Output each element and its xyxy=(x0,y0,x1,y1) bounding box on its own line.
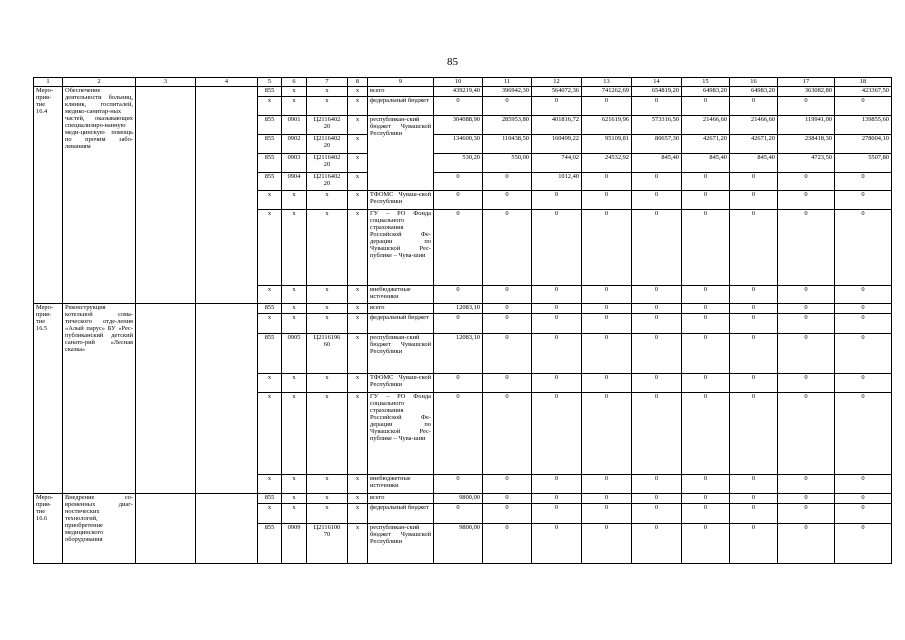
cell-grbs: x xyxy=(258,191,282,210)
value-cell: 0 xyxy=(778,334,835,374)
value-cell: 0 xyxy=(582,97,632,116)
cell-expense-type: x xyxy=(348,116,368,135)
value-cell: 0 xyxy=(434,97,483,116)
value-cell: 0 xyxy=(730,191,778,210)
value-cell: 0 xyxy=(532,494,582,504)
cell-section: 0902 xyxy=(282,135,307,154)
value-cell: 139855,60 xyxy=(835,116,892,135)
value-cell: 0 xyxy=(532,314,582,334)
value-cell: 0 xyxy=(582,210,632,286)
value-cell: 0 xyxy=(632,314,682,334)
value-cell: 0 xyxy=(434,173,483,191)
value-cell: 304088,90 xyxy=(434,116,483,135)
value-cell: 0 xyxy=(582,494,632,504)
value-cell: 0 xyxy=(532,334,582,374)
table-row xyxy=(34,87,892,97)
header-cell: 16 xyxy=(730,78,778,87)
value-cell: 0 xyxy=(434,314,483,334)
value-cell: 0 xyxy=(778,494,835,504)
value-cell: 0 xyxy=(835,524,892,564)
value-cell: 530,20 xyxy=(434,154,483,173)
cell-target-item: x xyxy=(307,304,348,314)
value-cell: 0 xyxy=(778,173,835,191)
funding-source: ГУ – РО Фонда социального страхования Российской Фе-дерации по Чувашской Рес-публике – Чува-шии xyxy=(368,210,434,286)
value-cell: 0 xyxy=(532,286,582,304)
value-cell: 0 xyxy=(483,494,532,504)
value-cell: 24532,92 xyxy=(582,154,632,173)
empty-cell xyxy=(136,87,196,304)
cell-section: x xyxy=(282,191,307,210)
cell-grbs: 855 xyxy=(258,87,282,97)
value-cell: 0 xyxy=(582,304,632,314)
value-cell: 401816,72 xyxy=(532,116,582,135)
value-cell: 0 xyxy=(483,210,532,286)
value-cell: 0 xyxy=(582,524,632,564)
value-cell: 0 xyxy=(835,314,892,334)
cell-grbs: x xyxy=(258,286,282,304)
cell-target-item: x xyxy=(307,286,348,304)
header-cell: 1 xyxy=(34,78,63,87)
cell-expense-type: x xyxy=(348,494,368,504)
cell-expense-type: x xyxy=(348,173,368,191)
value-cell: 0 xyxy=(730,374,778,393)
value-cell: 0 xyxy=(582,173,632,191)
value-cell: 0 xyxy=(582,393,632,475)
header-cell: 17 xyxy=(778,78,835,87)
value-cell: 285953,80 xyxy=(483,116,532,135)
value-cell: 119941,00 xyxy=(778,116,835,135)
value-cell: 0 xyxy=(532,524,582,564)
value-cell: 0 xyxy=(532,97,582,116)
value-cell: 0 xyxy=(632,494,682,504)
cell-grbs: 855 xyxy=(258,135,282,154)
page-number: 85 xyxy=(447,56,458,68)
value-cell: 0 xyxy=(682,314,730,334)
value-cell: 9800,00 xyxy=(434,494,483,504)
value-cell: 423367,50 xyxy=(835,87,892,97)
value-cell: 0 xyxy=(632,191,682,210)
cell-target-item: Ц2116402 20 xyxy=(307,173,348,191)
value-cell: 0 xyxy=(483,304,532,314)
value-cell: 238418,30 xyxy=(778,135,835,154)
cell-grbs: 855 xyxy=(258,173,282,191)
cell-expense-type: x xyxy=(348,154,368,173)
value-cell: 0 xyxy=(582,286,632,304)
value-cell: 0 xyxy=(632,286,682,304)
cell-grbs: 855 xyxy=(258,524,282,564)
header-cell: 5 xyxy=(258,78,282,87)
funding-source: внебюджетные источники xyxy=(368,475,434,494)
value-cell: 564072,36 xyxy=(532,87,582,97)
cell-expense-type: x xyxy=(348,314,368,334)
value-cell: 0 xyxy=(483,475,532,494)
cell-grbs: x xyxy=(258,314,282,334)
measure-label: Меро- прия- тие 16.5 xyxy=(34,304,63,494)
funding-source: ТФОМС Чуваш-ской Республики xyxy=(368,191,434,210)
value-cell: 0 xyxy=(682,334,730,374)
value-cell: 0 xyxy=(532,304,582,314)
value-cell: 0 xyxy=(434,374,483,393)
value-cell: 0 xyxy=(730,314,778,334)
value-cell: 0 xyxy=(483,173,532,191)
value-cell: 134600,30 xyxy=(434,135,483,154)
cell-grbs: x xyxy=(258,210,282,286)
value-cell: 0 xyxy=(483,524,532,564)
value-cell: 9800,00 xyxy=(434,524,483,564)
value-cell: 0 xyxy=(682,97,730,116)
value-cell: 0 xyxy=(483,393,532,475)
value-cell: 654819,20 xyxy=(632,87,682,97)
value-cell: 0 xyxy=(632,210,682,286)
value-cell: 0 xyxy=(835,494,892,504)
value-cell: 12083,10 xyxy=(434,334,483,374)
value-cell: 0 xyxy=(730,97,778,116)
value-cell: 64983,20 xyxy=(730,87,778,97)
funding-source: всего xyxy=(368,304,434,314)
cell-target-item: Ц2116402 20 xyxy=(307,135,348,154)
value-cell: 396942,30 xyxy=(483,87,532,97)
value-cell: 0 xyxy=(682,504,730,524)
header-cell: 6 xyxy=(282,78,307,87)
value-cell: 573316,50 xyxy=(632,116,682,135)
value-cell: 0 xyxy=(682,475,730,494)
header-cell: 3 xyxy=(136,78,196,87)
value-cell: 0 xyxy=(582,191,632,210)
cell-section: x xyxy=(282,374,307,393)
header-cell: 9 xyxy=(368,78,434,87)
value-cell: 0 xyxy=(730,524,778,564)
cell-expense-type: x xyxy=(348,97,368,116)
value-cell: 0 xyxy=(730,475,778,494)
header-cell: 13 xyxy=(582,78,632,87)
cell-expense-type: x xyxy=(348,374,368,393)
value-cell: 0 xyxy=(582,475,632,494)
value-cell: 0 xyxy=(682,173,730,191)
header-cell: 10 xyxy=(434,78,483,87)
value-cell: 0 xyxy=(483,334,532,374)
value-cell: 0 xyxy=(632,173,682,191)
value-cell: 21466,60 xyxy=(730,116,778,135)
cell-target-item: Ц2116196 60 xyxy=(307,334,348,374)
value-cell: 0 xyxy=(730,304,778,314)
cell-expense-type: x xyxy=(348,210,368,286)
funding-source: ТФОМС Чуваш-ской Республики xyxy=(368,374,434,393)
value-cell: 0 xyxy=(434,191,483,210)
cell-expense-type: x xyxy=(348,286,368,304)
funding-source: федеральный бюджет xyxy=(368,97,434,116)
cell-grbs: 855 xyxy=(258,116,282,135)
value-cell: 0 xyxy=(532,374,582,393)
value-cell: 0 xyxy=(632,393,682,475)
cell-grbs: 855 xyxy=(258,154,282,173)
value-cell: 0 xyxy=(682,393,730,475)
cell-target-item: x xyxy=(307,191,348,210)
cell-section: x xyxy=(282,87,307,97)
funding-source: республикан-ский бюджет Чувашской Республики xyxy=(368,524,434,564)
funding-source: республикан-ский бюджет Чувашской Республики xyxy=(368,334,434,374)
header-cell: 7 xyxy=(307,78,348,87)
measure-label: Меро- прия- тие 16.4 xyxy=(34,87,63,304)
header-cell: 15 xyxy=(682,78,730,87)
value-cell: 0 xyxy=(682,374,730,393)
cell-expense-type: x xyxy=(348,135,368,154)
value-cell: 0 xyxy=(682,210,730,286)
cell-expense-type: x xyxy=(348,475,368,494)
value-cell: 0 xyxy=(835,97,892,116)
header-cell: 2 xyxy=(63,78,136,87)
cell-expense-type: x xyxy=(348,87,368,97)
cell-section: x xyxy=(282,304,307,314)
value-cell: 0 xyxy=(483,504,532,524)
budget-table xyxy=(33,77,892,564)
header-cell: 11 xyxy=(483,78,532,87)
cell-target-item: x xyxy=(307,393,348,475)
header-cell: 12 xyxy=(532,78,582,87)
value-cell: 110438,50 xyxy=(483,135,532,154)
value-cell: 0 xyxy=(582,314,632,334)
value-cell: 0 xyxy=(778,475,835,494)
value-cell: 363082,80 xyxy=(778,87,835,97)
cell-target-item: Ц2116402 20 xyxy=(307,116,348,135)
value-cell: 0 xyxy=(632,504,682,524)
cell-expense-type: x xyxy=(348,393,368,475)
cell-expense-type: x xyxy=(348,304,368,314)
cell-section: x xyxy=(282,393,307,475)
value-cell: 12083,10 xyxy=(434,304,483,314)
cell-section: 0905 xyxy=(282,334,307,374)
value-cell: 0 xyxy=(682,494,730,504)
value-cell: 42671,20 xyxy=(730,135,778,154)
header-row xyxy=(34,78,892,87)
value-cell: 0 xyxy=(835,173,892,191)
value-cell: 0 xyxy=(483,97,532,116)
value-cell: 845,40 xyxy=(632,154,682,173)
value-cell: 0 xyxy=(483,191,532,210)
value-cell: 0 xyxy=(778,97,835,116)
cell-expense-type: x xyxy=(348,524,368,564)
cell-grbs: x xyxy=(258,97,282,116)
value-cell: 845,40 xyxy=(682,154,730,173)
value-cell: 0 xyxy=(835,286,892,304)
value-cell: 0 xyxy=(730,173,778,191)
value-cell: 0 xyxy=(730,210,778,286)
cell-section: 0904 xyxy=(282,173,307,191)
value-cell: 0 xyxy=(483,314,532,334)
value-cell: 0 xyxy=(730,494,778,504)
value-cell: 0 xyxy=(434,393,483,475)
measure-description: Внедрение со-временных диаг-ностических технологий, приобретение медицинского оборудования xyxy=(63,494,136,564)
value-cell: 0 xyxy=(532,475,582,494)
value-cell: 741262,69 xyxy=(582,87,632,97)
value-cell: 0 xyxy=(730,504,778,524)
value-cell: 0 xyxy=(434,286,483,304)
empty-cell xyxy=(136,494,196,564)
value-cell: 0 xyxy=(682,304,730,314)
value-cell: 0 xyxy=(835,191,892,210)
cell-section: x xyxy=(282,475,307,494)
value-cell: 4723,50 xyxy=(778,154,835,173)
empty-cell xyxy=(196,494,258,564)
funding-source: республикан-ский бюджет Чувашской Республики xyxy=(368,116,434,191)
value-cell: 0 xyxy=(434,210,483,286)
funding-source: ГУ – РО Фонда социального страхования Российской Фе-дерации по Чувашской Рес-публике – Чува-шии xyxy=(368,393,434,475)
header-cell: 8 xyxy=(348,78,368,87)
value-cell: 0 xyxy=(532,393,582,475)
value-cell: 0 xyxy=(582,504,632,524)
value-cell: 0 xyxy=(632,304,682,314)
funding-source: всего xyxy=(368,87,434,97)
value-cell: 744,02 xyxy=(532,154,582,173)
value-cell: 0 xyxy=(730,286,778,304)
value-cell: 0 xyxy=(532,210,582,286)
cell-target-item: x xyxy=(307,87,348,97)
value-cell: 0 xyxy=(835,210,892,286)
cell-section: 0909 xyxy=(282,524,307,564)
value-cell: 0 xyxy=(632,524,682,564)
cell-target-item: Ц2116100 70 xyxy=(307,524,348,564)
empty-cell xyxy=(196,304,258,494)
cell-target-item: x xyxy=(307,374,348,393)
value-cell: 0 xyxy=(835,504,892,524)
funding-source: всего xyxy=(368,494,434,504)
table-row xyxy=(34,494,892,504)
cell-section: 0903 xyxy=(282,154,307,173)
value-cell: 0 xyxy=(632,475,682,494)
header-cell: 4 xyxy=(196,78,258,87)
value-cell: 21466,60 xyxy=(682,116,730,135)
value-cell: 278004,10 xyxy=(835,135,892,154)
value-cell: 0 xyxy=(730,334,778,374)
header-cell: 14 xyxy=(632,78,682,87)
value-cell: 0 xyxy=(582,334,632,374)
cell-target-item: x xyxy=(307,475,348,494)
value-cell: 0 xyxy=(682,286,730,304)
cell-section: x xyxy=(282,210,307,286)
value-cell: 0 xyxy=(632,334,682,374)
empty-cell xyxy=(136,304,196,494)
value-cell: 0 xyxy=(582,374,632,393)
cell-grbs: x xyxy=(258,374,282,393)
value-cell: 0 xyxy=(532,504,582,524)
cell-section: x xyxy=(282,314,307,334)
funding-source: федеральный бюджет xyxy=(368,314,434,334)
value-cell: 0 xyxy=(434,475,483,494)
value-cell: 0 xyxy=(778,286,835,304)
value-cell: 0 xyxy=(778,314,835,334)
cell-grbs: 855 xyxy=(258,494,282,504)
cell-section: x xyxy=(282,504,307,524)
value-cell: 0 xyxy=(835,304,892,314)
cell-grbs: x xyxy=(258,504,282,524)
value-cell: 0 xyxy=(730,393,778,475)
value-cell: 0 xyxy=(483,374,532,393)
value-cell: 95109,81 xyxy=(582,135,632,154)
value-cell: 0 xyxy=(632,374,682,393)
measure-label: Меро- прия- тие 16.6 xyxy=(34,494,63,564)
value-cell: 0 xyxy=(682,191,730,210)
value-cell: 0 xyxy=(778,374,835,393)
cell-grbs: 855 xyxy=(258,304,282,314)
cell-section: x xyxy=(282,286,307,304)
empty-cell xyxy=(196,87,258,304)
funding-source: внебюджетные источники xyxy=(368,286,434,304)
value-cell: 160499,22 xyxy=(532,135,582,154)
table-row xyxy=(34,304,892,314)
value-cell: 0 xyxy=(778,524,835,564)
value-cell: 0 xyxy=(778,210,835,286)
value-cell: 0 xyxy=(532,191,582,210)
value-cell: 42671,20 xyxy=(682,135,730,154)
cell-grbs: x xyxy=(258,475,282,494)
value-cell: 0 xyxy=(632,97,682,116)
cell-expense-type: x xyxy=(348,334,368,374)
measure-description: Обеспечение деятельности больниц, клиник, госпиталей, медико-санитар-ных частей, оказывающих специализиро-ванную меди-цинскую помощь по прочим забо-леваниям xyxy=(63,87,136,304)
value-cell: 0 xyxy=(835,334,892,374)
cell-target-item: x xyxy=(307,494,348,504)
value-cell: 0 xyxy=(835,475,892,494)
cell-section: 0901 xyxy=(282,116,307,135)
cell-target-item: x xyxy=(307,504,348,524)
value-cell: 439219,40 xyxy=(434,87,483,97)
cell-expense-type: x xyxy=(348,504,368,524)
cell-grbs: 855 xyxy=(258,334,282,374)
value-cell: 621619,96 xyxy=(582,116,632,135)
funding-source: федеральный бюджет xyxy=(368,504,434,524)
cell-target-item: x xyxy=(307,97,348,116)
measure-description: Реконструкция котельной сома-тического отде-ления «Алый парус» БУ «Рес-публиканский детский санато-рий «Лесная сказка» xyxy=(63,304,136,494)
value-cell: 845,40 xyxy=(730,154,778,173)
value-cell: 0 xyxy=(682,524,730,564)
value-cell: 0 xyxy=(483,286,532,304)
cell-grbs: x xyxy=(258,393,282,475)
cell-target-item: Ц2116402 20 xyxy=(307,154,348,173)
value-cell: 5507,80 xyxy=(835,154,892,173)
cell-target-item: x xyxy=(307,210,348,286)
header-cell: 18 xyxy=(835,78,892,87)
value-cell: 1012,40 xyxy=(532,173,582,191)
value-cell: 0 xyxy=(434,504,483,524)
value-cell: 0 xyxy=(778,393,835,475)
value-cell: 0 xyxy=(835,374,892,393)
cell-section: x xyxy=(282,97,307,116)
value-cell: 0 xyxy=(778,304,835,314)
cell-section: x xyxy=(282,494,307,504)
value-cell: 550,00 xyxy=(483,154,532,173)
value-cell: 0 xyxy=(835,393,892,475)
value-cell: 0 xyxy=(778,191,835,210)
value-cell: 64983,20 xyxy=(682,87,730,97)
value-cell: 0 xyxy=(778,504,835,524)
cell-target-item: x xyxy=(307,314,348,334)
value-cell: 80657,30 xyxy=(632,135,682,154)
cell-expense-type: x xyxy=(348,191,368,210)
